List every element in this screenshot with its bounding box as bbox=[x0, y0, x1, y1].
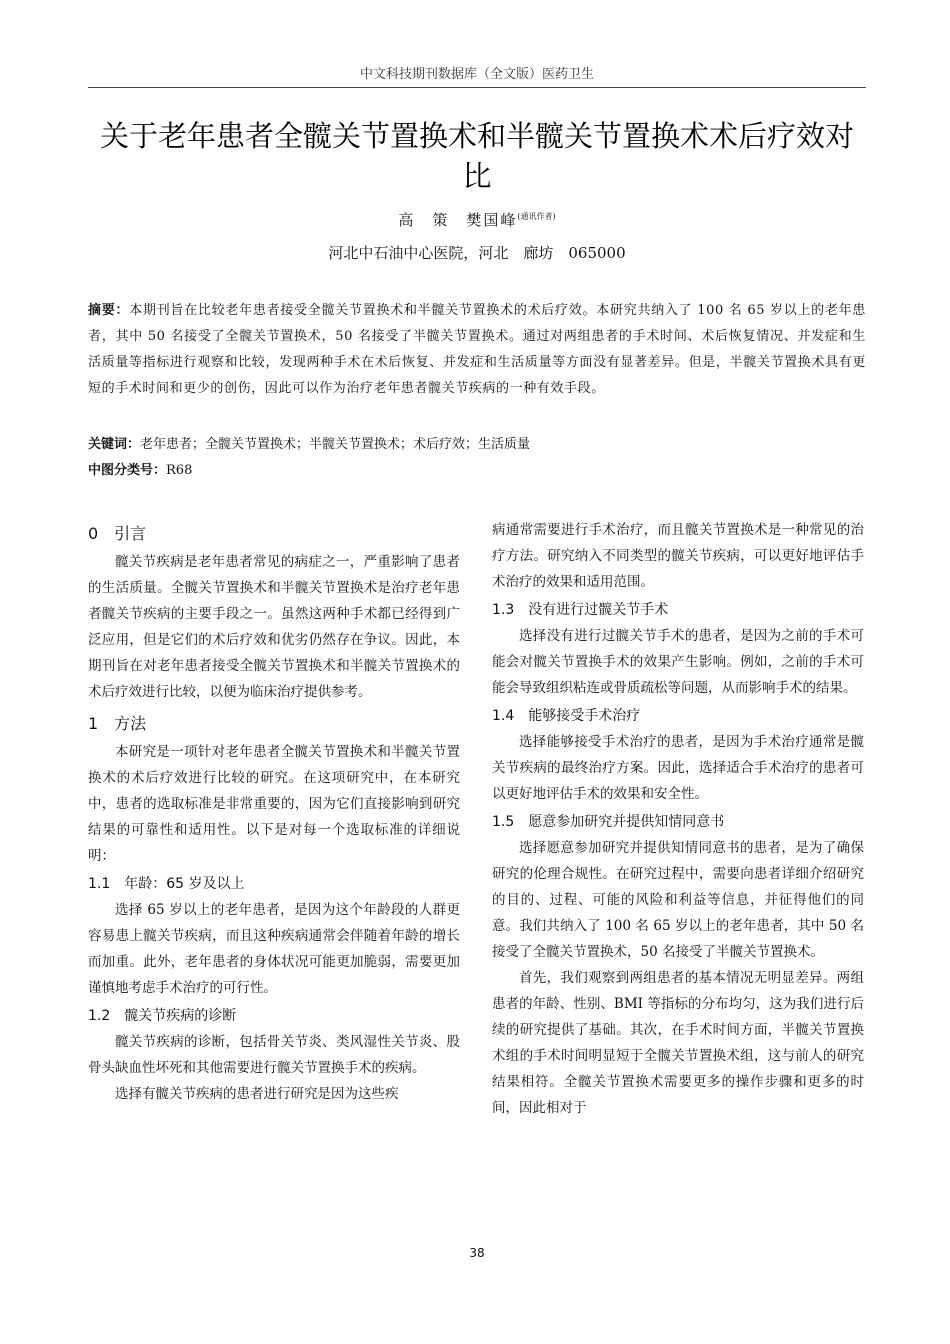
paragraph: 本研究是一项针对老年患者全髋关节置换术和半髋关节置换术的术后疗效进行比较的研究。在这项研究中，在本研究中，患者的选取标准是非常重要的，因为它们直接影响到研究结果的可靠性和适用性。以下是对每一个选取标准的详细说明： bbox=[88, 744, 460, 864]
author-line bbox=[88, 206, 866, 231]
abstract-text: 本期刊旨在比较老年患者接受全髋关节置换术和半髋关节置换术的术后疗效。本研究共纳入了 100 名 65 岁以上的老年患者，其中 50 名接受了全髋关节置换术，50 名接受了半髋关节置换术。通过对两组患者的手术时间、术后恢复情况、并发症和生活质量等指标进行观察和比较，发现两种手术在术后恢复、并发症和生活质量等方面没有显著差异。但是，半髋关节置换术具有更短的手术时间和更少的创伤，因此可以作为治疗老年患者髋关节疾病的一种有效手段。 bbox=[88, 303, 866, 396]
classification-text: R68 bbox=[166, 463, 193, 478]
running-header: 中文科技期刊数据库（全文版）医药卫生 bbox=[359, 67, 594, 82]
subsection-heading: 1.4 能够接受手术治疗 bbox=[492, 708, 641, 724]
subsection-heading: 1.2 髋关节疾病的诊断 bbox=[88, 1008, 237, 1024]
paragraph: 选择能够接受手术治疗的患者，是因为手术治疗通常是髋关节疾病的最终治疗方案。因此，选择适合手术治疗的患者可以更好地评估手术的效果和安全性。 bbox=[492, 734, 864, 802]
keywords-label: 关键词： bbox=[88, 437, 141, 452]
abstract-label: 摘要： bbox=[88, 303, 130, 318]
keywords bbox=[88, 434, 866, 456]
paragraph: 选择有髋关节疾病的患者进行研究是因为这些疾 bbox=[115, 1086, 399, 1102]
abstract bbox=[88, 298, 866, 402]
subsection-heading: 1.3 没有进行过髋关节手术 bbox=[492, 602, 669, 618]
authors: 高 策 樊国峰 bbox=[398, 211, 518, 229]
subsection-heading: 1.5 愿意参加研究并提供知情同意书 bbox=[492, 814, 725, 830]
paragraph: 选择愿意参加研究并提供知情同意书的患者，是为了确保研究的伦理合规性。在研究过程中，需要向患者详细介绍研究的目的、过程、可能的风险和利益等信息，并征得他们的同意。我们共纳入了 100 名 65 岁以上的老年患者，其中 50 名接受了全髋关节置换术，50 名接受了半髋关节置换术。 bbox=[492, 840, 864, 960]
section-heading: 1 方法 bbox=[88, 714, 147, 733]
page-number: 38 bbox=[469, 1246, 485, 1260]
paragraph: 选择 65 岁以上的老年患者，是因为这个年龄段的人群更容易患上髋关节疾病，而且这种疾病通常会伴随着年龄的增长而加重。此外，老年患者的身体状况可能更加脆弱，需要更加谨慎地考虑手术治疗的可行性。 bbox=[88, 902, 460, 996]
corresponding-author-note: (通讯作者) bbox=[517, 212, 556, 221]
keywords-text: 老年患者；全髋关节置换术；半髋关节置换术；术后疗效；生活质量 bbox=[140, 437, 531, 452]
left-column bbox=[88, 517, 460, 1107]
paragraph: 选择没有进行过髋关节手术的患者，是因为之前的手术可能会对髋关节置换手术的效果产生影响。例如，之前的手术可能会导致组织粘连或骨质疏松等问题，从而影响手术的结果。 bbox=[492, 628, 864, 696]
article-title: 关于老年患者全髋关节置换术和半髋关节置换术术后疗效对比 bbox=[99, 119, 854, 193]
paragraph: 髋关节疾病是老年患者常见的病症之一，严重影响了患者的生活质量。全髋关节置换术和半髋关节置换术是治疗老年患者髋关节疾病的主要手段之一。虽然这两种手术都已经得到广泛应用，但是它们的术后疗效和优劣仍然存在争议。因此，本期刊旨在对老年患者接受全髋关节置换术和半髋关节置换术的术后疗效进行比较，以便为临床治疗提供参考。 bbox=[88, 554, 460, 700]
affiliation: 河北中石油中心医院，河北 廊坊 065000 bbox=[328, 244, 626, 262]
paragraph-continued: 病通常需要进行手术治疗，而且髋关节置换术是一种常见的治疗方法。研究纳入不同类型的髋关节疾病，可以更好地评估手术治疗的效果和适用范围。 bbox=[492, 522, 864, 590]
right-column bbox=[492, 517, 864, 1121]
classification-label: 中图分类号： bbox=[88, 463, 167, 478]
classification bbox=[88, 460, 866, 482]
paragraph: 首先，我们观察到两组患者的基本情况无明显差异。两组患者的年龄、性别、BMI 等指标的分布均匀，这为我们进行后续的研究提供了基础。其次，在手术时间方面，半髋关节置换术组的手术时间明显短于全髋关节置换术组，这与前人的研究结果相符。全髋关节置换术需要更多的操作步骤和更多的时间，因此相对于 bbox=[492, 970, 864, 1116]
subsection-heading: 1.1 年龄：65 岁及以上 bbox=[88, 876, 245, 892]
paragraph: 髋关节疾病的诊断，包括骨关节炎、类风湿性关节炎、股骨头缺血性坏死和其他需要进行髋关节置换手术的疾病。 bbox=[88, 1034, 460, 1076]
header-rule bbox=[88, 87, 866, 88]
section-heading: 0 引言 bbox=[88, 524, 147, 543]
